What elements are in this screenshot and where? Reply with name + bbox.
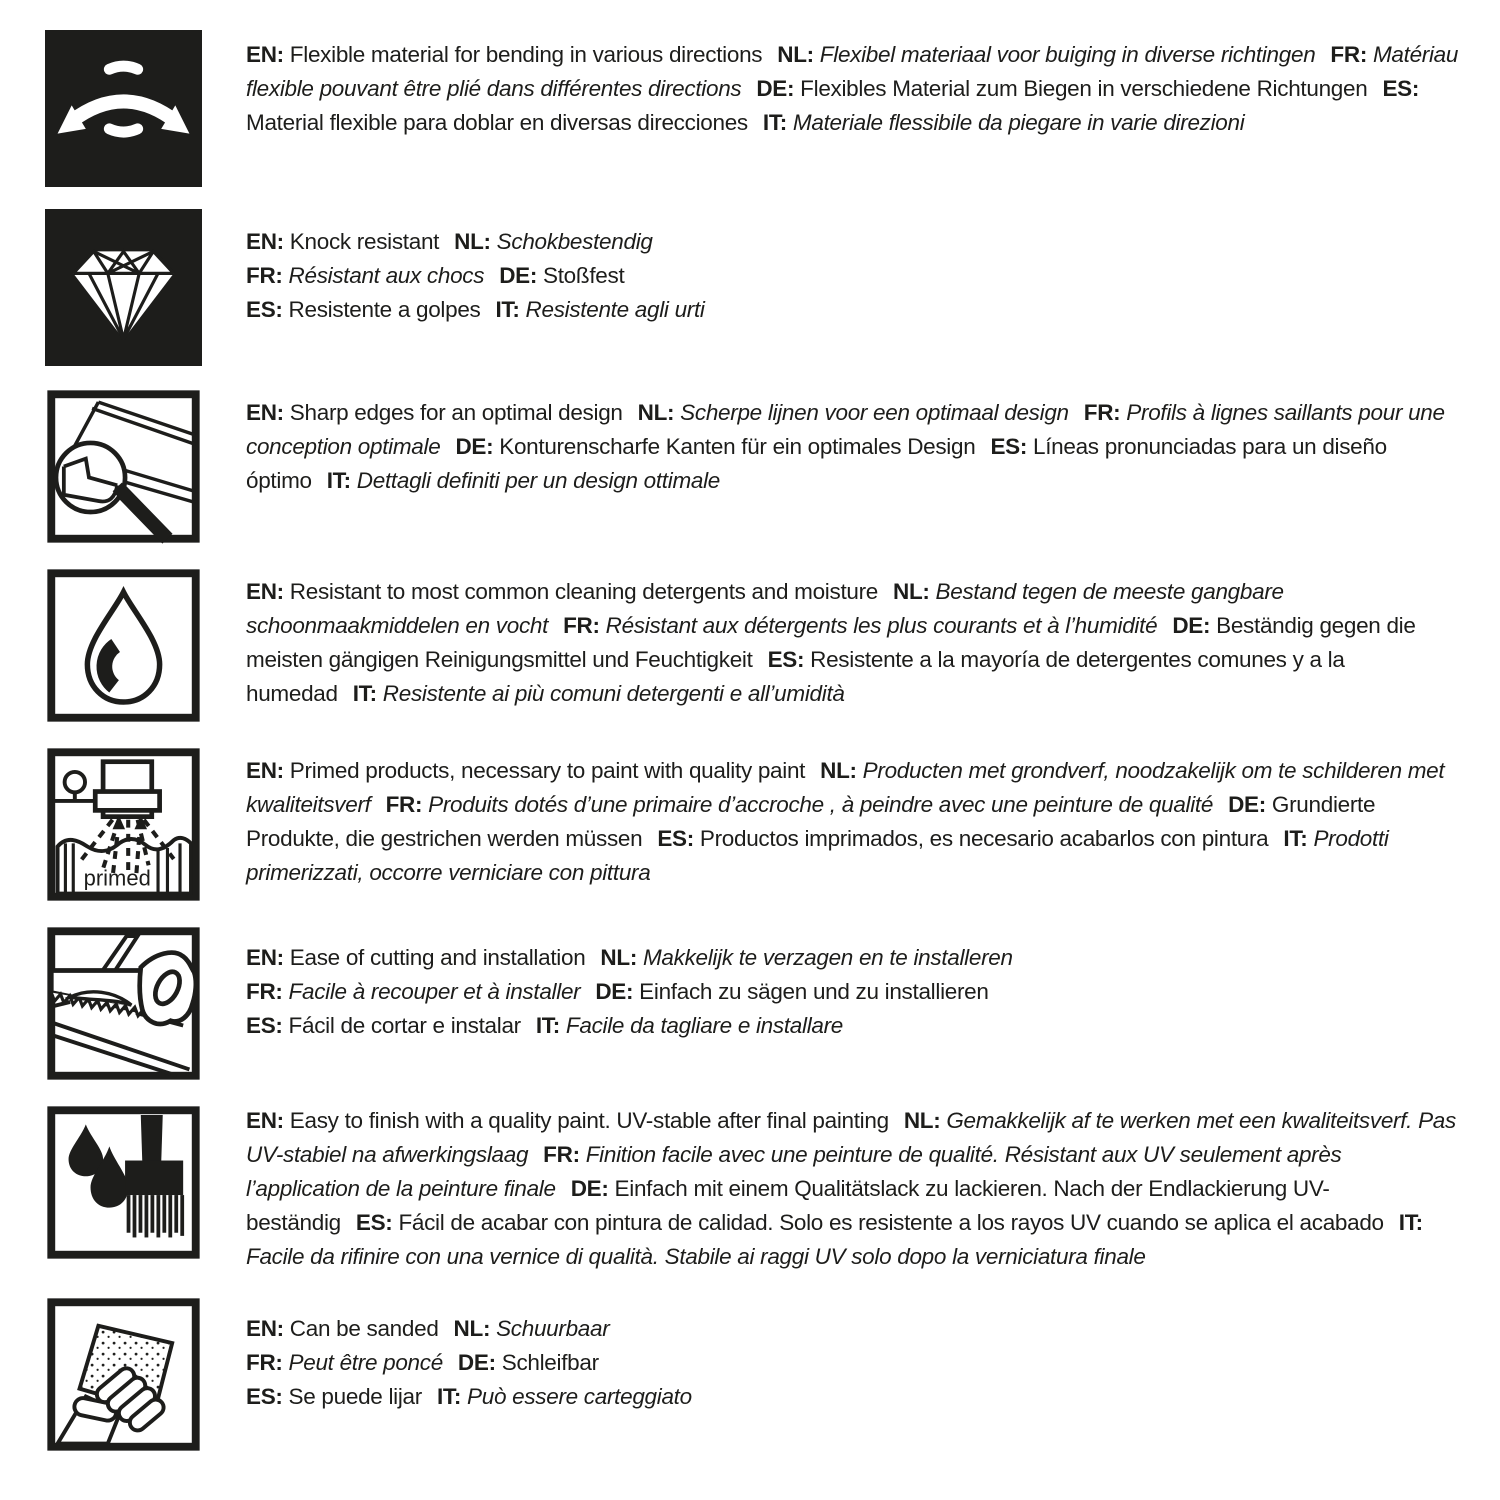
language-label: EN: <box>246 1316 284 1341</box>
language-label: FR: <box>385 792 423 817</box>
feature-text-segment: NL: Schokbestendig <box>454 229 653 254</box>
language-label: DE: <box>595 979 634 1004</box>
feature-text-segment: NL: Flexibel materiaal voor buiging in diverse richtingen <box>777 42 1316 67</box>
feature-text-segment: NL: Producten met grondverf, noodzakelijk om te schilderen met kwaliteitsverf <box>246 758 1445 817</box>
language-label: ES: <box>767 647 805 672</box>
water-drop-icon <box>45 567 202 724</box>
feature-row-primed <box>45 746 1462 903</box>
feature-text-segment: ES: Se puede lijar <box>246 1384 422 1409</box>
language-label: EN: <box>246 42 284 67</box>
language-label: FR: <box>543 1142 580 1167</box>
feature-text-segment: DE: Beständig gegen die meisten gängigen Reinigungsmittel und Feuchtigkeit <box>246 613 1416 672</box>
primed-label: primed <box>83 865 151 891</box>
language-label: IT: <box>436 1384 462 1409</box>
language-label: NL: <box>777 42 814 67</box>
language-label: ES: <box>990 434 1028 459</box>
feature-text-segment: ES: Líneas pronunciadas para un diseño óptimo <box>246 434 1387 493</box>
diamond-icon <box>45 209 202 366</box>
feature-text-segment: EN: Flexible material for bending in various directions <box>246 42 763 67</box>
language-label: NL: <box>453 1316 491 1341</box>
language-label: DE: <box>1228 792 1266 817</box>
feature-text-segment: IT: Resistente ai più comuni detergenti e all’umidità <box>352 681 845 706</box>
feature-text <box>246 388 1461 498</box>
feature-text <box>246 1296 707 1414</box>
language-label: FR: <box>1330 42 1368 67</box>
paint-brush-drops-icon <box>45 1104 202 1261</box>
language-label: IT: <box>495 297 520 322</box>
feature-text-segment: DE: Einfach mit einem Qualitätslack zu lackieren. Nach der Endlackierung UV-beständig <box>246 1176 1330 1235</box>
language-label: EN: <box>246 400 284 425</box>
feature-row-finish-uv <box>45 1104 1462 1274</box>
language-label: EN: <box>246 758 284 783</box>
feature-text-segment: FR: Résistant aux chocs <box>246 263 485 288</box>
feature-text-segment: EN: Primed products, necessary to paint with quality paint <box>246 758 806 783</box>
language-label: FR: <box>246 1350 283 1375</box>
language-label: NL: <box>600 945 638 970</box>
feature-text-segment: DE: Flexibles Material zum Biegen in verschiedene Richtungen <box>756 76 1368 101</box>
language-label: ES: <box>1382 76 1420 101</box>
feature-text-segment: IT: Resistente agli urti <box>495 297 705 322</box>
feature-text-segment: FR: Profils à lignes saillants pour une conception optimale <box>246 400 1445 459</box>
language-label: DE: <box>570 1176 609 1201</box>
feature-text <box>246 746 1461 890</box>
language-label: IT: <box>352 681 377 706</box>
feature-text-segment: NL: Gemakkelijk af te werken met een kwaliteitsverf. Pas UV-stabiel na afwerkingslaag <box>246 1108 1456 1167</box>
feature-row-knock-resistant <box>45 209 1462 366</box>
language-label: ES: <box>355 1210 393 1235</box>
feature-text-segment: EN: Resistant to most common cleaning detergents and moisture <box>246 579 879 604</box>
feature-row-moisture <box>45 567 1462 724</box>
feature-row-sandable <box>45 1296 1462 1453</box>
language-label: IT: <box>1398 1210 1423 1235</box>
feature-text-segment: FR: Produits dotés d’une primaire d’accroche , à peindre avec une peinture de qualité <box>385 792 1214 817</box>
feature-text-segment: FR: Résistant aux détergents les plus courants et à l’humidité <box>563 613 1158 638</box>
feature-text <box>246 209 720 327</box>
language-label: IT: <box>1283 826 1308 851</box>
flex-bend-arrow-icon <box>45 30 202 187</box>
feature-text-segment: EN: Sharp edges for an optimal design <box>246 400 623 425</box>
language-label: NL: <box>893 579 930 604</box>
feature-text-segment: ES: Resistente a golpes <box>246 297 481 322</box>
language-label: ES: <box>246 1384 283 1409</box>
feature-text <box>246 925 1028 1043</box>
feature-text-segment: IT: Facile da tagliare e installare <box>535 1013 844 1038</box>
language-label: NL: <box>454 229 491 254</box>
sanding-hand-icon <box>45 1296 202 1453</box>
language-label: DE: <box>499 263 538 288</box>
language-label: DE: <box>455 434 494 459</box>
language-label: ES: <box>246 297 283 322</box>
feature-text-segment: FR: Finition facile avec une peinture de qualité. Résistant aux UV seulement après l’application de la peinture finale <box>246 1142 1342 1201</box>
language-label: NL: <box>903 1108 941 1133</box>
feature-row-cutting <box>45 925 1462 1082</box>
language-label: EN: <box>246 945 284 970</box>
feature-text-segment: EN: Knock resistant <box>246 229 440 254</box>
feature-text-segment: ES: Resistente a la mayoría de detergentes comunes y a la humedad <box>246 647 1345 706</box>
language-label: FR: <box>246 263 283 288</box>
language-label: DE: <box>756 76 795 101</box>
feature-text <box>246 567 1461 711</box>
feature-text-segment: FR: Peut être poncé <box>246 1350 443 1375</box>
language-label: IT: <box>762 110 787 135</box>
feature-text-segment: FR: Facile à recouper et à installer <box>246 979 581 1004</box>
feature-text-segment: DE: Einfach zu sägen und zu installieren <box>595 979 989 1004</box>
language-label: NL: <box>637 400 675 425</box>
feature-text-segment: ES: Fácil de acabar con pintura de calidad. Solo es resistente a los rayos UV cuando se aplica el acabado <box>355 1210 1384 1235</box>
feature-text-segment: EN: Easy to finish with a quality paint. UV-stable after final painting <box>246 1108 889 1133</box>
language-label: IT: <box>326 468 351 493</box>
language-label: EN: <box>246 579 284 604</box>
feature-text-segment: ES: Fácil de cortar e instalar <box>246 1013 521 1038</box>
language-label: IT: <box>535 1013 560 1038</box>
language-label: DE: <box>457 1350 496 1375</box>
feature-row-sharp-edges <box>45 388 1462 545</box>
profile-magnifier-icon <box>45 388 202 545</box>
feature-text-segment: NL: Makkelijk te verzagen en te installeren <box>600 945 1013 970</box>
feature-text-segment: NL: Bestand tegen de meeste gangbare schoonmaakmiddelen en vocht <box>246 579 1284 638</box>
feature-text-segment: EN: Ease of cutting and installation <box>246 945 586 970</box>
feature-text-segment: DE: Schleifbar <box>457 1350 599 1375</box>
feature-text-segment: NL: Schuurbaar <box>453 1316 610 1341</box>
feature-text-segment: DE: Stoßfest <box>499 263 625 288</box>
feature-text-segment: ES: Productos imprimados, es necesario acabarlos con pintura <box>657 826 1269 851</box>
feature-text-segment: IT: Dettagli definiti per un design ottimale <box>326 468 721 493</box>
feature-text-segment: NL: Scherpe lijnen voor een optimaal design <box>637 400 1069 425</box>
feature-row-flexible <box>45 30 1462 187</box>
language-label: DE: <box>1172 613 1211 638</box>
language-label: FR: <box>563 613 600 638</box>
feature-text-segment: ES: Material flexible para doblar en diversas direcciones <box>246 76 1420 135</box>
feature-text <box>246 30 1461 140</box>
feature-text-segment: DE: Grundierte Produkte, die gestrichen werden müssen <box>246 792 1376 851</box>
feature-text-segment: IT: Materiale flessibile da piegare in varie direzioni <box>762 110 1245 135</box>
language-label: ES: <box>657 826 694 851</box>
language-label: EN: <box>246 229 284 254</box>
feature-text-segment: FR: Matériau flexible pouvant être plié dans différentes directions <box>246 42 1459 101</box>
feature-text-segment: IT: Può essere carteggiato <box>436 1384 692 1409</box>
language-label: FR: <box>1083 400 1121 425</box>
feature-text-segment: DE: Konturenscharfe Kanten für ein optimales Design <box>455 434 976 459</box>
feature-text <box>246 1104 1461 1274</box>
language-label: NL: <box>820 758 857 783</box>
feature-text-segment: EN: Can be sanded <box>246 1316 439 1341</box>
language-label: EN: <box>246 1108 284 1133</box>
language-label: FR: <box>246 979 283 1004</box>
feature-text-segment: IT: Facile da rifinire con una vernice di qualità. Stabile ai raggi UV solo dopo la verniciatura finale <box>246 1210 1423 1269</box>
language-label: ES: <box>246 1013 283 1038</box>
feature-text-segment: IT: Prodotti primerizzati, occorre verniciare con pittura <box>246 826 1389 885</box>
hand-saw-icon <box>45 925 202 1082</box>
primer-spray-icon <box>45 746 202 903</box>
